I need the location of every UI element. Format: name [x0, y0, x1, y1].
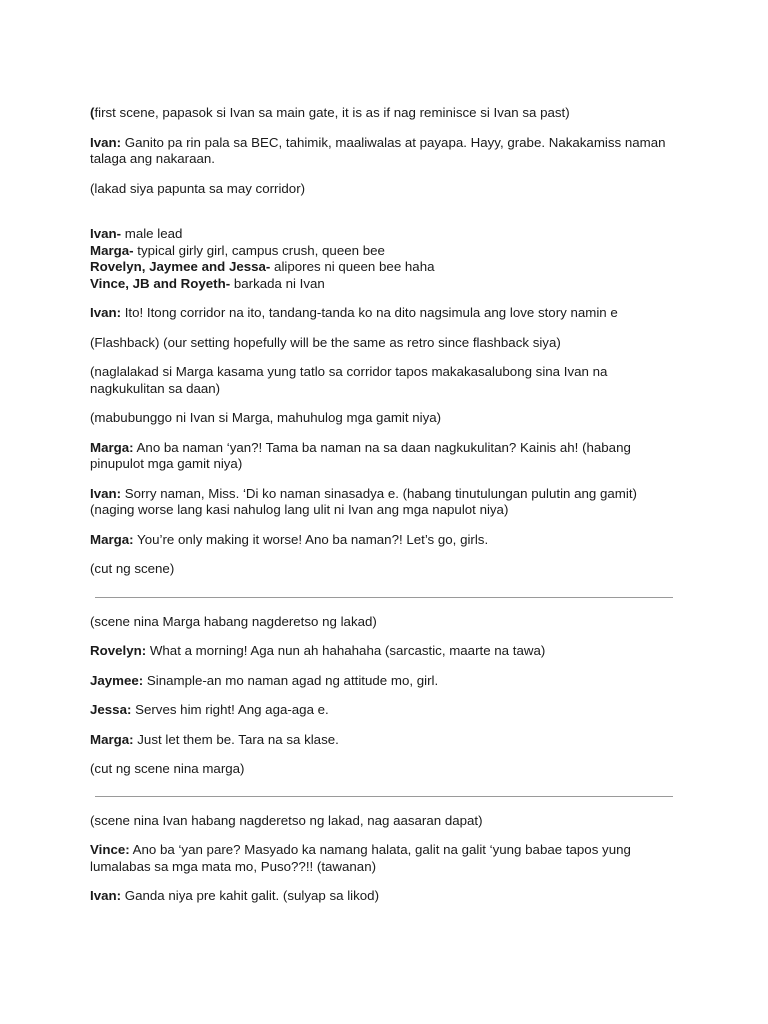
- scene-divider: [95, 597, 673, 598]
- speaker-name: Jaymee:: [90, 672, 144, 688]
- speaker-name: Ivan:: [90, 305, 122, 320]
- dialogue-line: [90, 486, 680, 519]
- cast-list: [90, 226, 680, 292]
- scene-intro: [90, 105, 680, 122]
- dialogue-text: Ano ba ‘yan pare? Masyado ka namang halata, galit na galit ‘yung babae tapos yung lumalabas sa mga mata mo, Puso??!! (tawanan): [90, 842, 631, 874]
- cast-item: [90, 243, 680, 260]
- dialogue-text: Ganito pa rin pala sa BEC, tahimik, maaliwalas at payapa. Hayy, grabe. Nakakamiss naman talaga ang nakaraan.: [90, 134, 666, 166]
- stage-direction: (scene nina Ivan habang nagderetso ng lakad, nag aasaran dapat): [90, 812, 483, 828]
- cast-name: Ivan-: [90, 226, 122, 241]
- cast-desc: barkada ni Ivan: [230, 275, 325, 291]
- cast-name: Vince, JB and Royeth-: [90, 275, 231, 291]
- cast-item: [90, 259, 680, 276]
- dialogue-text: Ano ba naman ‘yan?! Tama ba naman na sa daan nagkukulitan? Kainis ah! (habang pinupulot mga gamit niya): [90, 439, 631, 471]
- stage-direction: (scene nina Marga habang nagderetso ng lakad): [90, 613, 377, 629]
- speaker-name: Jessa:: [90, 702, 132, 717]
- dialogue-text: Just let them be. Tara na sa klase.: [133, 731, 339, 747]
- dialogue-line: [90, 305, 680, 322]
- stage-direction: (cut ng scene nina marga): [90, 761, 245, 776]
- dialogue-line: [90, 643, 680, 660]
- dialogue-line: [90, 532, 680, 549]
- stage-direction: (cut ng scene): [90, 561, 175, 576]
- speaker-name: Vince:: [90, 842, 130, 857]
- intro-bracket: (: [90, 105, 95, 120]
- dialogue-line: [90, 673, 680, 690]
- dialogue-text: Ito! Itong corridor na ito, tandang-tanda ko na dito nagsimula ang love story namin e: [121, 305, 618, 320]
- speaker-name: Ivan:: [90, 888, 122, 903]
- dialogue-line: [90, 440, 680, 473]
- stage-direction: (mabubunggo ni Ivan si Marga, mahuhulog mga gamit niya): [90, 410, 442, 425]
- dialogue-line: [90, 842, 680, 875]
- speaker-name: Rovelyn:: [90, 643, 147, 658]
- speaker-name: Marga:: [90, 531, 134, 547]
- stage-direction: (Flashback) (our setting hopefully will be the same as retro since flashback siya): [90, 334, 561, 350]
- cast-name: Marga-: [90, 242, 134, 258]
- dialogue-text: Serves him right! Ang aga-aga e.: [131, 702, 329, 717]
- dialogue-text: Ganda niya pre kahit galit. (sulyap sa likod): [121, 888, 379, 903]
- dialogue-line: [90, 702, 680, 719]
- dialogue-line: [90, 732, 680, 749]
- script-document: [90, 105, 680, 918]
- cast-desc: alipores ni queen bee haha: [270, 259, 435, 274]
- cast-name: Rovelyn, Jaymee and Jessa-: [90, 259, 271, 274]
- dialogue-text: You’re only making it worse! Ano ba naman?! Let’s go, girls.: [133, 531, 489, 547]
- dialogue-text: What a morning! Aga nun ah hahahaha (sarcastic, maarte na tawa): [146, 643, 546, 658]
- scene-divider: [95, 796, 673, 797]
- cast-item: [90, 276, 680, 293]
- dialogue-text: Sorry naman, Miss. ‘Di ko naman sinasadya e. (habang tinutulungan pulutin ang gamit) (naging worse lang kasi nahulog lang ulit ni Ivan ang mga napulot niya): [90, 485, 637, 517]
- dialogue-line: [90, 888, 680, 905]
- cast-desc: typical girly girl, campus crush, queen bee: [133, 242, 385, 258]
- speaker-name: Ivan:: [90, 134, 122, 150]
- intro-text: first scene, papasok si Ivan sa main gate, it is as if nag reminisce si Ivan sa past): [94, 105, 570, 120]
- dialogue-line: [90, 135, 680, 168]
- stage-direction: (lakad siya papunta sa may corridor): [90, 180, 306, 196]
- speaker-name: Ivan:: [90, 485, 122, 501]
- dialogue-text: Sinample-an mo naman agad ng attitude mo, girl.: [143, 672, 439, 688]
- speaker-name: Marga:: [90, 439, 134, 455]
- stage-direction: (naglalakad si Marga kasama yung tatlo sa corridor tapos makakasalubong sina Ivan na nagkukulitan sa daan): [90, 364, 608, 396]
- speaker-name: Marga:: [90, 731, 134, 747]
- cast-item: [90, 226, 680, 243]
- cast-desc: male lead: [121, 226, 183, 241]
